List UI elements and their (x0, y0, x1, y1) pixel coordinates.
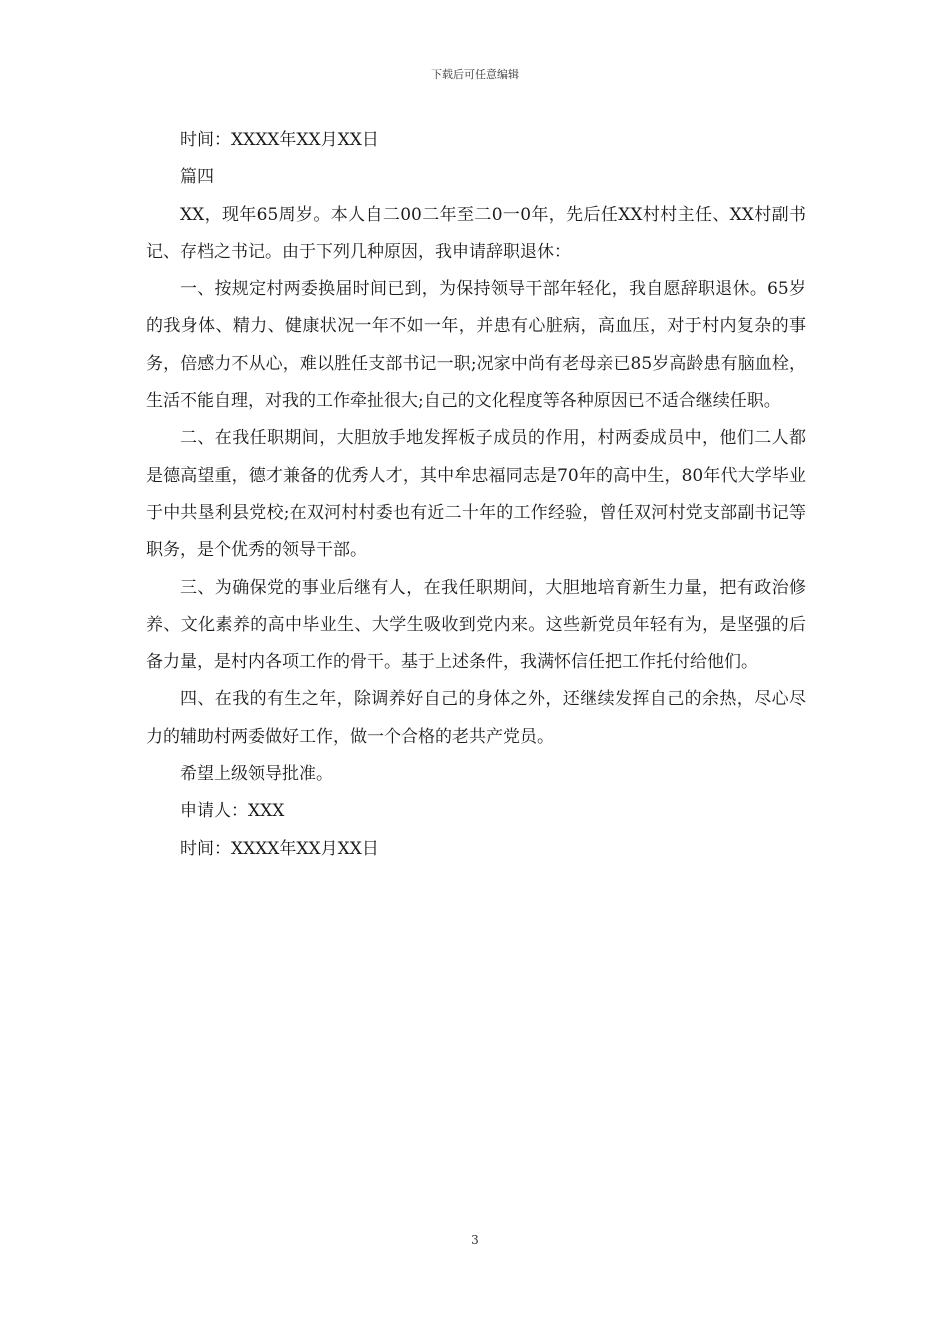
paragraph-request: 希望上级领导批准。 (180, 764, 333, 785)
paragraph-date-bottom: 时间：XXXX年XX月XX日 (180, 838, 379, 859)
paragraph-applicant: 申请人：XXX (180, 801, 285, 822)
paragraph-date-top: 时间：XXXX年XX月XX日 (180, 130, 379, 150)
paragraph-point-4: 四、在我的有生之年，除调养好自己的身体之外，还继续发挥自己的余热，尽心尽力的辅助村两委做好工作，做一个合格的老共产党员。 (146, 689, 806, 747)
page-header: 下载后可任意编辑 (431, 68, 519, 81)
paragraph-section-title: 篇四 (180, 167, 214, 188)
paragraph-point-1: 一、按规定村两委换届时间已到，为保持领导干部年轻化，我自愿辞职退休。65岁的我身体、精力、健康状况一年不如一年，并患有心脏病，高血压，对于村内复杂的事务，倍感力不从心，难以胜任支部书记一职;况家中尚有老母亲已85岁高龄患有脑血栓，生活不能自理，对我的工作牵扯很大;自己的文化程度等各种原因已不适合继续任职。 (146, 279, 806, 412)
document-body (146, 122, 806, 868)
page-number: 3 (471, 1233, 479, 1247)
paragraph-point-3: 三、为确保党的事业后继有人，在我任职期间，大胆地培育新生力量，把有政治修养、文化素养的高中毕业生、大学生吸收到党内来。这些新党员年轻有为，是坚强的后备力量，是村内各项工作的骨干。基于上述条件，我满怀信任把工作托付给他们。 (146, 577, 806, 673)
paragraph-intro: XX，现年65周岁。本人自二00二年至二0一0年，先后任XX村村主任、XX村副书记、存档之书记。由于下列几种原因，我申请辞职退休： (146, 204, 806, 262)
paragraph-point-2: 二、在我任职期间，大胆放手地发挥板子成员的作用，村两委成员中，他们二人都是德高望重，德才兼备的优秀人才，其中牟忠福同志是70年的高中生，80年代大学毕业于中共垦利县党校;在双河村村委也有近二十年的工作经验，曾任双河村党支部副书记等职务，是个优秀的领导干部。 (146, 428, 806, 561)
